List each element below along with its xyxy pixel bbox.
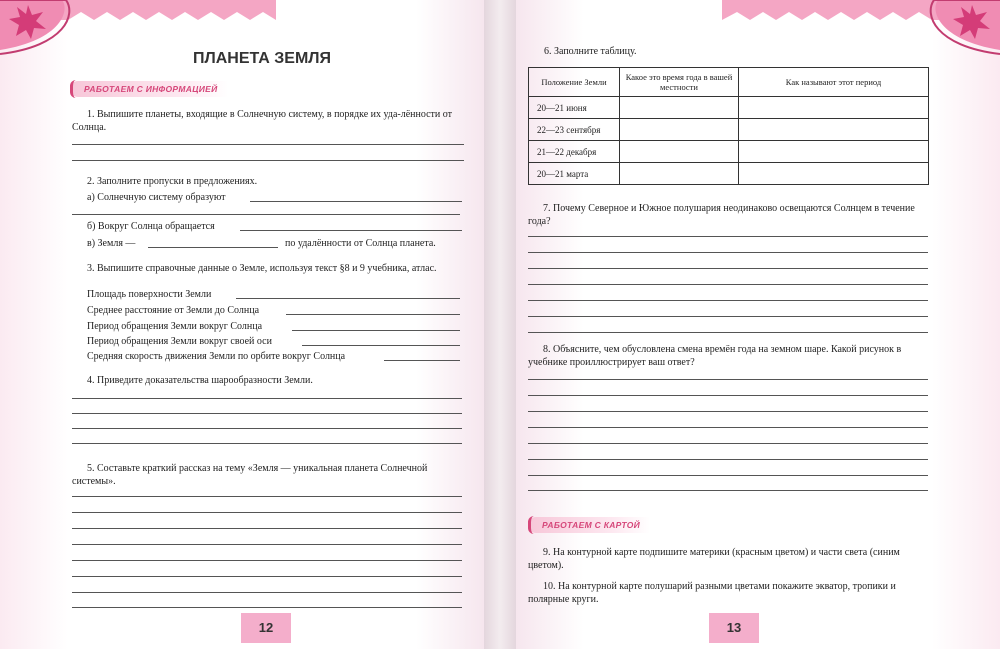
section-tag-label: РАБОТАЕМ С ИНФОРМАЦИЕЙ [84,84,218,94]
book-gutter [484,0,516,649]
q2-b-fill[interactable] [240,230,462,231]
answer-line[interactable] [528,395,928,396]
answer-line[interactable] [72,576,462,577]
answer-line[interactable] [72,160,464,161]
answer-line[interactable] [528,443,928,444]
table-cell-input[interactable] [739,119,929,141]
question-1: 1. Выпишите планеты, входящие в Солнечную систему, в порядке их уда-лённости от Солнца. [72,109,453,133]
answer-line[interactable] [528,316,928,317]
page-title: ПЛАНЕТА ЗЕМЛЯ [193,50,332,67]
answer-line[interactable] [72,544,462,545]
answer-line[interactable] [72,144,464,145]
answer-line[interactable] [528,284,928,285]
answer-line[interactable] [72,428,462,429]
answer-line[interactable] [528,411,928,412]
answer-line[interactable] [528,490,928,491]
star-icon [952,4,992,40]
page-number: 12 [241,613,291,643]
question-4: 4. Приведите доказательства шарообразности Земли. [87,375,313,386]
q3-item: Средняя скорость движения Земли по орбите вокруг Солнца [87,351,346,362]
table-header: Положение Земли [529,68,620,97]
question-9: 9. На контурной карте подпишите материки (красным цветом) и части света (синим цветом). [528,547,900,571]
answer-line[interactable] [528,427,928,428]
q3-fill[interactable] [302,345,460,346]
question-8: 8. Объясните, чем обусловлена смена времён года на земном шаре. Какой рисунок в учебнике проиллюстрирует ваш ответ? [528,344,902,368]
table-cell-input[interactable] [620,119,739,141]
q3-item: Период обращения Земли вокруг своей оси [87,336,272,347]
answer-line[interactable] [528,475,928,476]
answer-line[interactable] [528,379,928,380]
table-cell-input[interactable] [620,163,739,185]
answer-line[interactable] [72,560,462,561]
answer-line[interactable] [528,459,928,460]
right-page [516,0,1000,649]
q2-v-prefix: в) Земля — [87,238,136,249]
section-tag-information [70,81,228,97]
answer-line[interactable] [72,413,462,414]
answer-line[interactable] [72,528,462,529]
table-header: Как называют этот период [739,68,929,97]
answer-line[interactable] [72,592,462,593]
q2-a-label: а) Солнечную систему образуют [87,192,226,203]
table-row [529,163,929,185]
question-2: 2. Заполните пропуски в предложениях. [87,176,258,187]
question-10: 10. На контурной карте полушарий разными цветами покажите экватор, тропики и полярные круги. [528,581,896,605]
question-5: 5. Составьте краткий рассказ на тему «Земля — уникальная планета Солнечной системы». [72,463,428,487]
table-cell-input[interactable] [620,97,739,119]
table-row [529,119,929,141]
q3-item: Площадь поверхности Земли [87,289,212,300]
table-header: Какое это время года в вашей местности [620,68,739,97]
q2-a-fill-2[interactable] [72,214,460,215]
answer-line[interactable] [72,443,462,444]
answer-line[interactable] [72,398,462,399]
table-cell-date: 20—21 марта [529,163,620,185]
answer-line[interactable] [528,268,928,269]
answer-line[interactable] [72,607,462,608]
table-cell-input[interactable] [739,141,929,163]
table-row [529,141,929,163]
q3-fill[interactable] [292,330,460,331]
table-cell-date: 20—21 июня [529,97,620,119]
star-icon [8,4,48,40]
question-6: 6. Заполните таблицу. [544,46,637,57]
answer-line[interactable] [528,332,928,333]
question-7: 7. Почему Северное и Южное полушария неодинаково освещаются Солнцем в течение года? [528,203,915,227]
page-number: 13 [709,613,759,643]
answer-line[interactable] [72,512,462,513]
table-cell-date: 21—22 декабря [529,141,620,163]
table-cell-input[interactable] [739,163,929,185]
q2-a-fill[interactable] [250,201,462,202]
seasons-table [528,67,929,185]
answer-line[interactable] [528,300,928,301]
q3-item: Среднее расстояние от Земли до Солнца [87,305,260,316]
q3-fill[interactable] [286,314,460,315]
q2-v-suffix: по удалённости от Солнца планета. [285,238,436,249]
table-row [529,97,929,119]
question-3: 3. Выпишите справочные данные о Земле, используя текст §8 и 9 учебника, атлас. [87,263,437,274]
q3-item: Период обращения Земли вокруг Солнца [87,321,263,332]
section-tag-map [528,517,650,533]
table-cell-date: 22—23 сентября [529,119,620,141]
q3-fill[interactable] [236,298,460,299]
answer-line[interactable] [72,496,462,497]
answer-line[interactable] [528,236,928,237]
q3-fill[interactable] [384,360,460,361]
answer-line[interactable] [528,252,928,253]
section-tag-label: РАБОТАЕМ С КАРТОЙ [542,520,641,530]
left-page [0,0,484,649]
q2-b-label: б) Вокруг Солнца обращается [87,221,215,232]
q2-v-fill[interactable] [148,247,278,248]
table-cell-input[interactable] [739,97,929,119]
table-cell-input[interactable] [620,141,739,163]
